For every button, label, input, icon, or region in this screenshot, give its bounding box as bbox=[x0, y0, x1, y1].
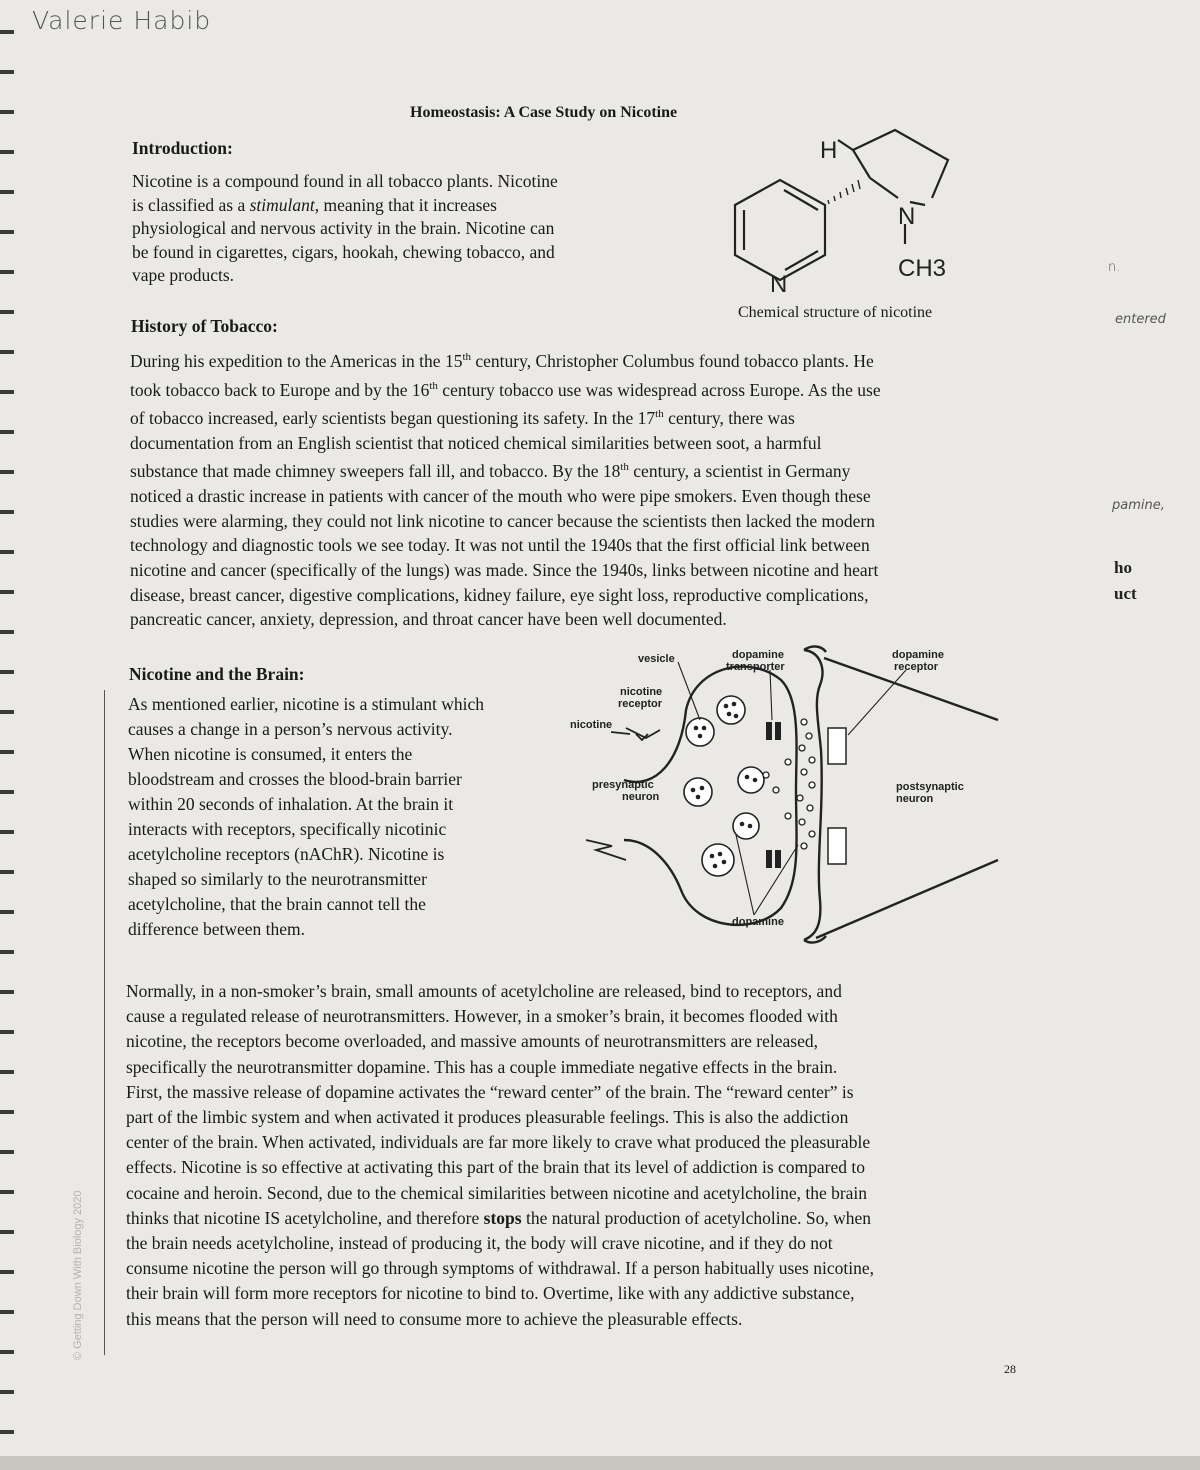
label-postsynaptic-neuron: neuron bbox=[896, 793, 934, 805]
atom-h: H bbox=[820, 137, 838, 164]
label-dopamine-receptor: receptor bbox=[894, 661, 939, 673]
margin-note: ho bbox=[1114, 558, 1132, 577]
history-line: disease, breast cancer, digestive complications, kidney failure, eye sight loss, reproductive complications, bbox=[130, 584, 869, 605]
intro-line: be found in cigarettes, cigars, hookah, chewing tobacco, and bbox=[132, 241, 555, 262]
history-line: documentation from an English scientist that noticed chemical similarities between soot, a harmful bbox=[130, 432, 822, 453]
smoker-line: Normally, in a non-smoker’s brain, small amounts of acetylcholine are released, bind to receptors, and bbox=[126, 981, 842, 1001]
intro-heading: Introduction: bbox=[132, 138, 233, 158]
vesicle bbox=[684, 778, 712, 806]
smoker-line: thinks that nicotine IS acetylcholine, and therefore stops the natural production of acetylcholine. So, when bbox=[126, 1207, 872, 1228]
history-line: technology and diagnostic tools we see today. It was not until the 1940s that the first official link between bbox=[130, 535, 870, 556]
brain-line: causes a change in a person’s nervous activity. bbox=[128, 719, 453, 739]
margin-note: entered bbox=[1115, 312, 1166, 327]
methyl-group: CH3 bbox=[898, 255, 947, 282]
margin-rule bbox=[104, 690, 105, 1355]
margin-note: pamine, bbox=[1112, 498, 1165, 513]
smoker-line: consume nicotine the person will go through symptoms of withdrawal. If a person habitually uses nicotine, bbox=[126, 1258, 874, 1279]
brain-line: acetylcholine receptors (nAChR). Nicotine is bbox=[128, 844, 445, 864]
copyright-watermark: © Getting Down With Biology 2020 bbox=[72, 1190, 84, 1360]
history-line: took tobacco back to Europe and by the 16th century tobacco use was widespread across Europe. As the use bbox=[130, 379, 881, 400]
brain-line: When nicotine is consumed, it enters the bbox=[128, 744, 413, 764]
history-line: substance that made chimney sweepers fall ill, and tobacco. By the 18th century, a scientist in Germany bbox=[130, 461, 851, 482]
label-presynaptic-neuron: neuron bbox=[622, 791, 660, 803]
margin-note: n. bbox=[1108, 260, 1121, 275]
label-nicotine-receptor: receptor bbox=[618, 698, 663, 710]
intro-line: vape products. bbox=[132, 265, 235, 285]
smoker-line: specifically the neurotransmitter dopamine. This has a couple immediate negative effects in the brain. bbox=[126, 1056, 838, 1077]
brain-line: difference between them. bbox=[128, 919, 306, 939]
brain-heading: Nicotine and the Brain: bbox=[129, 664, 305, 684]
vesicle bbox=[717, 696, 745, 724]
smoker-line: this means that the person will need to consume more to achieve the pleasurable effects. bbox=[126, 1308, 743, 1329]
page-title: Homeostasis: A Case Study on Nicotine bbox=[410, 104, 678, 121]
label-dopamine-receptor: dopamine bbox=[892, 649, 944, 661]
spiral-binding bbox=[0, 0, 14, 1470]
nicotine-structure bbox=[720, 120, 980, 305]
label-dopamine-transporter: dopamine bbox=[732, 649, 784, 661]
intro-line: physiological and nervous activity in the brain. Nicotine can bbox=[132, 218, 555, 238]
history-line: pancreatic cancer, anxiety, depression, and throat cancer have been well documented. bbox=[130, 609, 727, 630]
history-line: noticed a drastic increase in patients with cancer of the mouth who were pipe smokers. Even though these bbox=[130, 485, 871, 506]
label-nicotine: nicotine bbox=[570, 719, 613, 731]
vesicle bbox=[702, 844, 734, 876]
history-line: studies were alarming, they could not link nicotine to cancer because the scientists then lacked the modern bbox=[130, 510, 875, 531]
smoker-line: First, the massive release of dopamine activates the “reward center” of the brain. The “reward center” is bbox=[126, 1081, 854, 1102]
label-dopamine-transporter: transporter bbox=[726, 661, 785, 673]
smoker-line: cocaine and heroin. Second, due to the chemical similarities between nicotine and acetylcholine, the brain bbox=[126, 1182, 868, 1203]
page-number: 28 bbox=[1004, 1362, 1016, 1376]
label-vesicle: vesicle bbox=[638, 653, 675, 665]
student-name: Valerie Habib bbox=[32, 6, 212, 35]
intro-paragraph bbox=[132, 170, 558, 288]
vesicle bbox=[686, 718, 714, 746]
brain-line: bloodstream and crosses the blood-brain barrier bbox=[128, 769, 462, 789]
atom-n-pyridine: N bbox=[770, 271, 788, 298]
page-edge bbox=[0, 1456, 1200, 1470]
history-line: nicotine and cancer (specifically of the lungs) was made. Since the 1940s, links between nicotine and heart bbox=[130, 559, 879, 580]
smoker-line: part of the limbic system and when activated it produces pleasurable feelings. This is also the addiction bbox=[126, 1107, 849, 1128]
smoker-line: center of the brain. When activated, individuals are far more likely to crave what produced the pleasurable bbox=[126, 1132, 871, 1153]
intro-line: is classified as a stimulant, meaning that it increases bbox=[132, 194, 497, 215]
smoker-line: their brain will form more receptors for nicotine to bind to. Overtime, like with any addictive substance, bbox=[126, 1283, 855, 1304]
label-dopamine: dopamine bbox=[732, 916, 784, 928]
brain-line: shaped so similarly to the neurotransmitter bbox=[128, 869, 427, 889]
smoker-paragraph bbox=[126, 979, 874, 1332]
brain-line: within 20 seconds of inhalation. At the brain it bbox=[128, 794, 454, 814]
smoker-line: effects. Nicotine is so effective at activating this part of the brain that its level of addiction is compared to bbox=[126, 1157, 865, 1178]
label-postsynaptic-neuron: postsynaptic bbox=[896, 781, 964, 793]
label-nicotine-receptor: nicotine bbox=[620, 686, 663, 698]
label-presynaptic-neuron: presynaptic bbox=[592, 779, 654, 791]
history-paragraph bbox=[130, 345, 881, 632]
pyridine-ring bbox=[735, 180, 825, 280]
history-line: of tobacco increased, early scientists began questioning its safety. In the 17th century, there was bbox=[130, 407, 795, 428]
smoker-line: the brain needs acetylcholine, instead of producing it, the body will crave nicotine, and if they do not bbox=[126, 1233, 833, 1254]
history-heading: History of Tobacco: bbox=[131, 316, 278, 336]
smoker-line: cause a regulated release of neurotransmitters. However, in a smoker’s brain, it becomes flooded with bbox=[126, 1006, 838, 1027]
brain-line: interacts with receptors, specifically nicotinic bbox=[128, 819, 447, 839]
vesicle bbox=[733, 813, 759, 839]
history-line: During his expedition to the Americas in the 15th century, Christopher Columbus found tobacco plants. He bbox=[130, 350, 874, 371]
brain-paragraph bbox=[128, 692, 484, 942]
structure-caption: Chemical structure of nicotine bbox=[738, 304, 933, 321]
vesicle bbox=[738, 767, 764, 793]
intro-line: Nicotine is a compound found in all tobacco plants. Nicotine bbox=[132, 171, 558, 191]
brain-line: As mentioned earlier, nicotine is a stimulant which bbox=[128, 694, 485, 714]
margin-note: uct bbox=[1114, 584, 1137, 603]
smoker-line: nicotine, the receptors become overloaded, and massive amounts of neurotransmitters are released, bbox=[126, 1031, 818, 1052]
pyrrolidine-ring bbox=[853, 130, 948, 198]
synapse-diagram bbox=[566, 640, 1006, 945]
atom-n-ring: N bbox=[898, 203, 916, 230]
brain-line: acetylcholine, that the brain cannot tell the bbox=[128, 894, 426, 914]
